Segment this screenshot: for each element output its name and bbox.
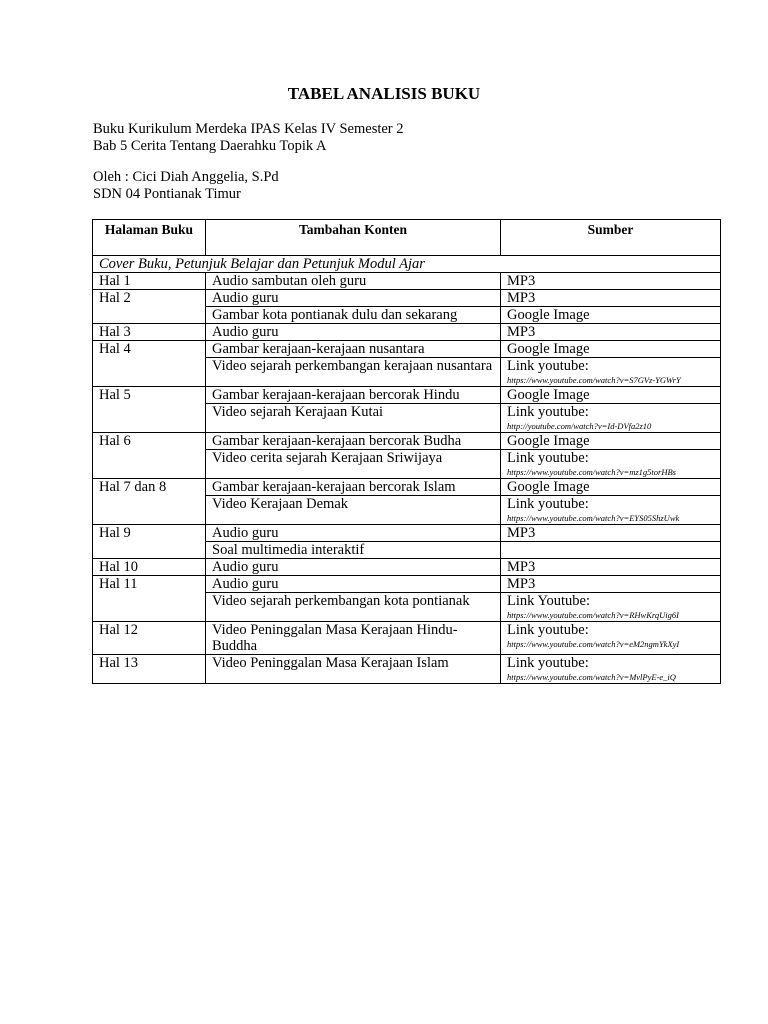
source-cell [501, 622, 721, 655]
source-cell: MP3 [501, 290, 721, 307]
analysis-table [92, 219, 721, 684]
book-info [93, 121, 404, 155]
content-cell: Soal multimedia interaktif [206, 542, 501, 559]
halaman-cell: Hal 4 [93, 341, 206, 387]
school-line: SDN 04 Pontianak Timur [93, 186, 241, 202]
content-cell: Gambar kerajaan-kerajaan nusantara [206, 341, 501, 358]
author-line: Oleh : Cici Diah Anggelia, S.Pd [93, 169, 279, 185]
table-row [93, 273, 721, 290]
source-cell: Google Image [501, 479, 721, 496]
content-cell: Audio sambutan oleh guru [206, 273, 501, 290]
table-row [93, 290, 721, 307]
source-label: Link youtube: [507, 496, 589, 512]
content-cell: Video cerita sejarah Kerajaan Sriwijaya [206, 450, 501, 479]
content-cell: Gambar kerajaan-kerajaan bercorak Islam [206, 479, 501, 496]
header-sumber: Sumber [501, 220, 721, 256]
content-cell: Gambar kerajaan-kerajaan bercorak Budha [206, 433, 501, 450]
halaman-cell: Hal 3 [93, 324, 206, 341]
source-cell [501, 542, 721, 559]
halaman-cell: Hal 2 [93, 290, 206, 324]
content-cell: Video Peninggalan Masa Kerajaan Islam [206, 655, 501, 684]
source-cell: MP3 [501, 525, 721, 542]
halaman-cell: Hal 6 [93, 433, 206, 479]
chapter-line: Bab 5 Cerita Tentang Daerahku Topik A [93, 138, 327, 154]
halaman-cell: Hal 7 dan 8 [93, 479, 206, 525]
header-tambahan-konten: Tambahan Konten [206, 220, 501, 256]
content-cell: Video Peninggalan Masa Kerajaan Hindu-Buddha [206, 622, 501, 655]
table-row [93, 576, 721, 593]
content-cell: Audio guru [206, 559, 501, 576]
source-cell: MP3 [501, 576, 721, 593]
source-label: Link youtube: [507, 404, 589, 420]
source-cell [501, 593, 721, 622]
source-label: Link youtube: [507, 622, 589, 638]
source-label: Link youtube: [507, 655, 589, 671]
source-cell [501, 450, 721, 479]
source-cell [501, 358, 721, 387]
table-row [93, 324, 721, 341]
source-cell: MP3 [501, 559, 721, 576]
source-cell: MP3 [501, 273, 721, 290]
section-cell: Cover Buku, Petunjuk Belajar dan Petunjuk Modul Ajar [93, 256, 721, 273]
table-row [93, 341, 721, 358]
youtube-link[interactable]: http://youtube.com/watch?v=Id-DVfa2z10 [507, 421, 652, 431]
content-cell: Gambar kota pontianak dulu dan sekarang [206, 307, 501, 324]
author-info [93, 169, 279, 203]
youtube-link[interactable]: https://www.youtube.com/watch?v=EYS05ShzUwk [507, 513, 680, 523]
content-cell: Video sejarah Kerajaan Kutai [206, 404, 501, 433]
source-cell: Google Image [501, 433, 721, 450]
halaman-cell: Hal 10 [93, 559, 206, 576]
header-halaman-buku: Halaman Buku [93, 220, 206, 256]
table-header-row [93, 220, 721, 256]
table-row [93, 655, 721, 684]
content-cell: Audio guru [206, 576, 501, 593]
youtube-link[interactable]: https://www.youtube.com/watch?v=eM2ngmYkXyI [507, 639, 680, 649]
content-cell: Audio guru [206, 290, 501, 307]
table-row [93, 479, 721, 496]
source-label: Link Youtube: [507, 593, 590, 609]
source-cell: Google Image [501, 341, 721, 358]
table-row [93, 387, 721, 404]
halaman-cell: Hal 11 [93, 576, 206, 622]
content-cell: Audio guru [206, 324, 501, 341]
halaman-cell: Hal 12 [93, 622, 206, 655]
table-row [93, 525, 721, 542]
content-cell: Video sejarah perkembangan kota pontianak [206, 593, 501, 622]
youtube-link[interactable]: https://www.youtube.com/watch?v=mz1g5torHBs [507, 467, 676, 477]
document-title: TABEL ANALISIS BUKU [287, 84, 481, 103]
section-row [93, 256, 721, 273]
halaman-cell: Hal 1 [93, 273, 206, 290]
book-title-line: Buku Kurikulum Merdeka IPAS Kelas IV Semester 2 [93, 121, 404, 137]
source-cell [501, 404, 721, 433]
content-cell: Audio guru [206, 525, 501, 542]
youtube-link[interactable]: https://www.youtube.com/watch?v=MvlPyE-e_iQ [507, 672, 676, 682]
source-label: Link youtube: [507, 450, 589, 466]
halaman-cell: Hal 9 [93, 525, 206, 559]
content-cell: Video Kerajaan Demak [206, 496, 501, 525]
source-cell: Google Image [501, 307, 721, 324]
content-cell: Video sejarah perkembangan kerajaan nusantara [206, 358, 501, 387]
table-row [93, 433, 721, 450]
content-cell: Gambar kerajaan-kerajaan bercorak Hindu [206, 387, 501, 404]
source-cell: Google Image [501, 387, 721, 404]
source-cell [501, 496, 721, 525]
halaman-cell: Hal 5 [93, 387, 206, 433]
table-row [93, 622, 721, 655]
source-cell: MP3 [501, 324, 721, 341]
halaman-cell: Hal 13 [93, 655, 206, 684]
table-row [93, 559, 721, 576]
youtube-link[interactable]: https://www.youtube.com/watch?v=S7GVz-YGWrY [507, 375, 681, 385]
source-cell [501, 655, 721, 684]
youtube-link[interactable]: https://www.youtube.com/watch?v=RHwKrqUig6I [507, 610, 679, 620]
source-label: Link youtube: [507, 358, 589, 374]
